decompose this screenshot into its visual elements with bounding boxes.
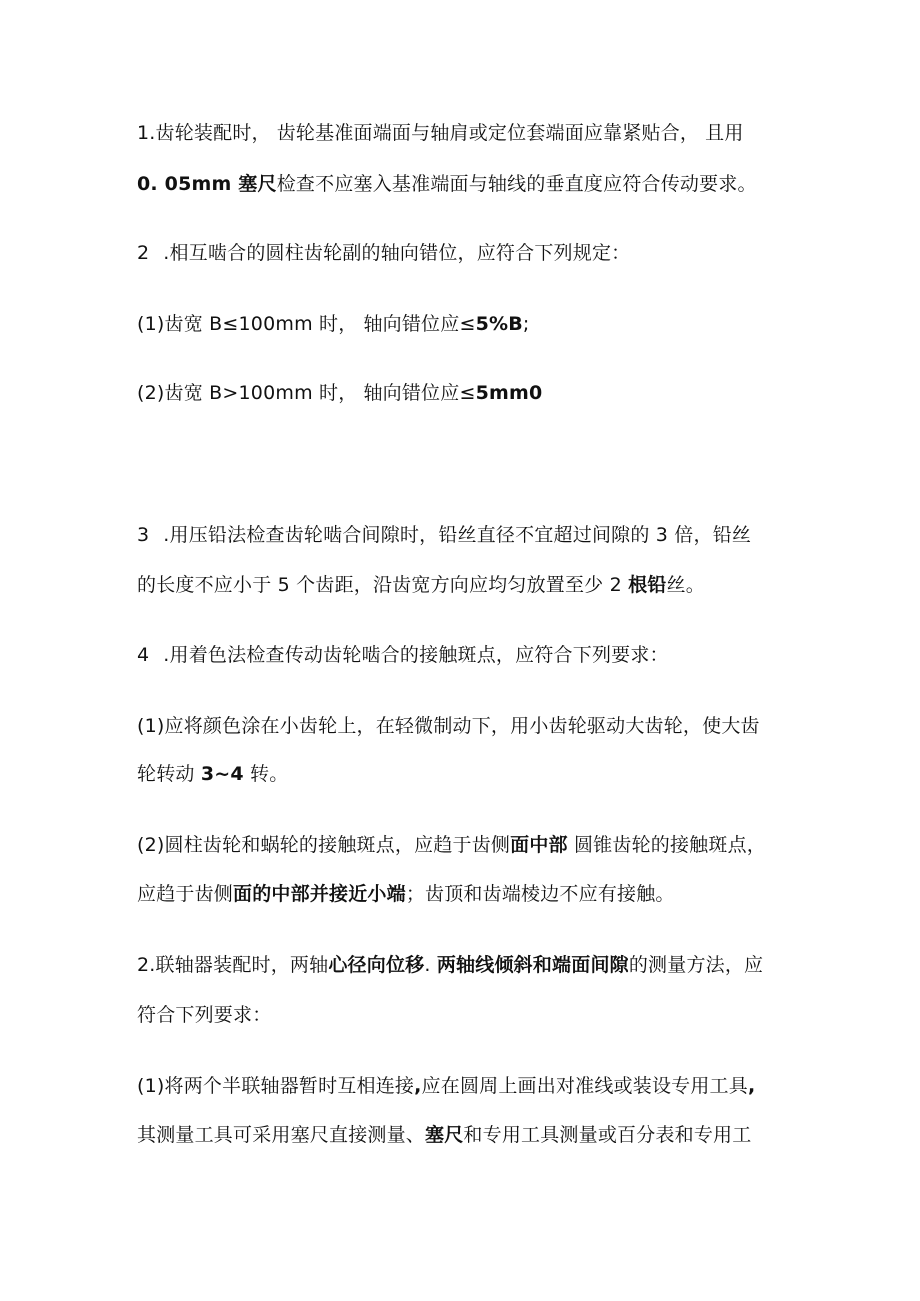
- item4-text: .用着色法检查传动齿轮啮合的接触斑点，应符合下列要求：: [163, 644, 669, 666]
- item4-sub1-line2-bold: 3~4: [200, 763, 244, 785]
- item2-sub2-text-b: 轴向错位应≤: [363, 382, 476, 404]
- item4-sub2-line2-a: 应趋于齿侧: [137, 883, 234, 905]
- item4-sub2-line1-bold: 面中部: [510, 834, 568, 856]
- item3-line2-a: 的长度不应小于 5 个齿距，沿齿宽方向应均匀放置至少 2: [137, 574, 629, 596]
- item5-line2-text: 符合下列要求：: [137, 1004, 272, 1026]
- item5-line1-a: 2.联轴器装配时，两轴: [137, 954, 329, 976]
- item5-line1-bold1: 心径向位移: [328, 954, 425, 976]
- item3-line2: [137, 573, 797, 597]
- item2-text: .相互啮合的圆柱齿轮副的轴向错位，应符合下列规定：: [163, 242, 631, 264]
- item3-number: 3: [137, 524, 150, 546]
- item2-sub2-bold: 5mm0: [475, 382, 543, 404]
- item4-number: 4: [137, 644, 150, 666]
- item4-sub1-line2-a: 轮转动: [137, 763, 201, 785]
- item5-sub1-line1-a: (1)将两个半联轴器暂时互相连接: [137, 1075, 415, 1097]
- item3-line1: [137, 523, 797, 547]
- item2-line: [137, 241, 797, 265]
- item4-sub2-line2-bold: 面的中部并接近小端: [233, 883, 406, 905]
- item1-line2: [137, 172, 797, 196]
- item1-text-a: 齿轮装配时，: [155, 122, 271, 144]
- item1-text-b: 齿轮基准面端面与轴肩或定位套端面应靠紧贴合，: [276, 122, 700, 144]
- item4-sub1-line2-c: 转。: [243, 763, 289, 785]
- item4-sub2-line1-c: 圆锥齿轮的接触斑点，: [567, 834, 766, 856]
- item5-sub1-line2-a: 其测量工具可采用塞尺直接测量、: [137, 1124, 426, 1146]
- item5-sub1-line1: [137, 1074, 797, 1098]
- item5-sub1-line2-c: 和专用工具测量或百分表和专用工: [463, 1124, 752, 1146]
- item5-line1-bold2: 两轴线倾斜和端面间隙: [436, 954, 629, 976]
- item2-sub1: [137, 312, 797, 336]
- item2-sub1-bold: 5%B: [475, 313, 523, 335]
- item2-sub1-text-b: 轴向错位应≤: [363, 313, 476, 335]
- item5-sub1-line2: [137, 1123, 797, 1147]
- item4-line: [137, 643, 797, 667]
- item4-sub1-line1-text: (1)应将颜色涂在小齿轮上，在轻微制动下，用小齿轮驱动大齿轮，使大齿: [137, 715, 760, 737]
- item5-line1-c: 的测量方法，应: [628, 954, 764, 976]
- item5-line1-b: .: [424, 954, 437, 976]
- item5-line2: [137, 1003, 797, 1027]
- item1-bold-d: 0. 05mm 塞尺: [137, 173, 277, 195]
- item2-sub1-text-a: (1)齿宽 B≤100mm 时，: [137, 313, 358, 335]
- item3-line2-bold: 根铅: [628, 574, 667, 596]
- item1-text-e: 检查不应塞入基准端面与轴线的垂直度应符合传动要求。: [276, 173, 757, 195]
- item3-line1-text: .用压铅法检查齿轮啮合间隙时，铅丝直径不宜超过间隙的 3 倍，铅丝: [163, 524, 752, 546]
- item5-sub1-line2-bold: 塞尺: [425, 1124, 464, 1146]
- item5-sub1-line1-d: ,: [747, 1075, 756, 1097]
- item4-sub2-line2: [137, 882, 797, 906]
- item2-number: 2: [137, 242, 150, 264]
- item1-number: 1.: [137, 122, 156, 144]
- item2-sub2-text-a: (2)齿宽 B>100mm 时，: [137, 382, 358, 404]
- item4-sub2-line2-c: ；齿顶和齿端棱边不应有接触。: [405, 883, 675, 905]
- item3-line2-c: 丝。: [666, 574, 705, 596]
- item5-sub1-line1-bold: ,: [414, 1075, 422, 1097]
- item4-sub2-line1-a: (2)圆柱齿轮和蜗轮的接触斑点，应趋于齿侧: [137, 834, 511, 856]
- item5-sub1-line1-c: 应在圆周上画出对准线或装设专用工具: [421, 1075, 748, 1097]
- item4-sub1-line2: [137, 762, 797, 786]
- item5-line1: [137, 953, 797, 977]
- item1-text-c: 且用: [705, 122, 744, 144]
- item4-sub2-line1: [137, 833, 797, 857]
- item2-sub1-text-c: ;: [522, 313, 530, 335]
- item2-sub2: [137, 381, 797, 405]
- item1-line1: [137, 121, 797, 145]
- item4-sub1-line1: [137, 714, 797, 738]
